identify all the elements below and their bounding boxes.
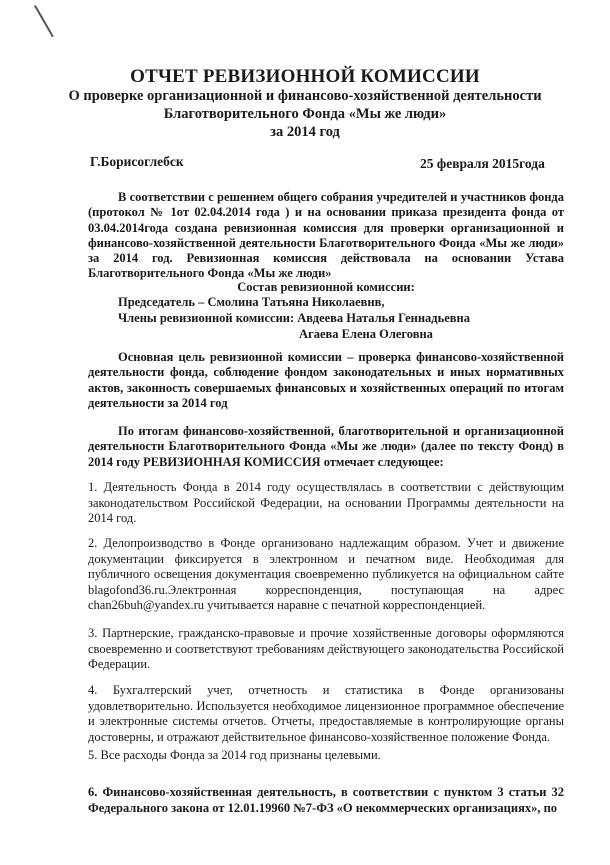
item-5: 5. Все расходы Фонда за 2014 год признаны целевыми. bbox=[88, 748, 381, 762]
commission-members-line2: Агаева Елена Олеговна bbox=[299, 327, 433, 341]
report-city: Г.Борисоглебск bbox=[90, 154, 184, 169]
commission-title: Состав ревизионной комиссии: bbox=[237, 280, 415, 294]
item-1: 1. Деятельность Фонда в 2014 году осуществлялась в соответствии с действующим законодательством Российской Федерации, на основании Программы деятельности на 2014 год. bbox=[88, 480, 564, 525]
item-4: 4. Бухгалтерский учет, отчетность и статистика в Фонде организованы удовлетворительно. Используется необходимое лицензионное программное обеспечение и электронные системы отчетов. Отчеты, предоставляемые в контролирующие органы достоверны, и отражают действительное финансово-хозяйственное положение Фонда. bbox=[88, 683, 564, 744]
report-subtitle-line1: О проверке организационной и финансово-хозяйственной деятельности bbox=[68, 88, 542, 104]
report-subtitle-line3: за 2014 год bbox=[270, 124, 340, 140]
report-subtitle-line2: Благотворительного Фонда «Мы же люди» bbox=[163, 106, 447, 122]
report-title: ОТЧЕТ РЕВИЗИОННОЙ КОМИССИИ bbox=[130, 66, 480, 87]
intro-paragraph: В соответствии с решением общего собрания учредителей и участников фонда (протокол № 1от 02.04.2014 года ) и на основании приказа президента фонда от 03.04.2014года создана ревизионная комиссия для проверки организационной и финансово-хозяйственной деятельности Благотворительного Фонда «Мы же люди» за 2014 год. Ревизионная комиссия действовала на основании Устава Благотворительного Фонда «Мы же люди» bbox=[88, 190, 564, 281]
commission-members-line1: Члены ревизионной комиссии: Авдеева Наталья Геннадьевна bbox=[118, 311, 470, 325]
item-3: 3. Партнерские, гражданско-правовые и прочие хозяйственные договоры оформляются своевременно и соответствуют требованиям действующего законодательства Российской Федерации. bbox=[88, 626, 564, 671]
pen-mark bbox=[34, 5, 54, 37]
item-6: 6. Финансово-хозяйственная деятельность, в соответствии с пунктом 3 статьи 32 Федерального закона от 12.01.19960 №7-ФЗ «О некоммерческих организациях», по bbox=[88, 785, 564, 815]
results-intro-paragraph: По итогам финансово-хозяйственной, благотворительной и организационной деятельности Благотворительного Фонда «Мы же люди» (далее по тексту Фонд) в 2014 году РЕВИЗИОННАЯ КОМИССИЯ отмечает следующее: bbox=[88, 424, 564, 469]
report-date: 25 февраля 2015года bbox=[420, 156, 545, 171]
item-2: 2. Делопроизводство в Фонде организовано надлежащим образом. Учет и движение документации фиксируется в электронном и печатном виде. Необходимая для публичного освещения документация своевременно публикуется на официальном сайте blagofond36.ru.Электронная корреспонденция, поступающая на адрес chan26buh@yandex.ru учитывается наравне с печатной корреспонденцией. bbox=[88, 536, 564, 612]
commission-chair: Председатель – Смолина Татьяна Николаевнв, bbox=[118, 295, 385, 309]
goal-paragraph: Основная цель ревизионной комиссии – проверка финансово-хозяйственной деятельности фонда, соблюдение фондом законодательных и иных нормативных актов, законность совершаемых финансовых и хозяйственных операций по итогам деятельности за 2014 год bbox=[88, 350, 564, 410]
